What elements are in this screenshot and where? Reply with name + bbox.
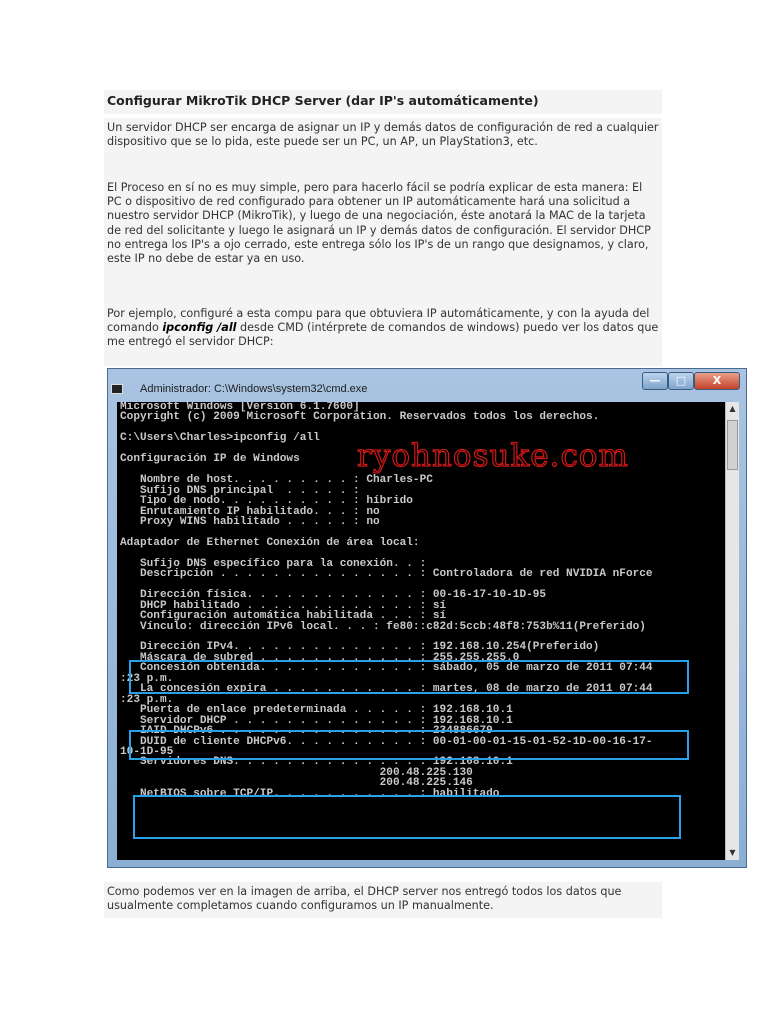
watermark-text: ryohnosuke.com: [357, 438, 629, 474]
paragraph-example: [104, 307, 662, 350]
highlight-dns-box: [133, 795, 681, 839]
footer-block: [104, 882, 662, 918]
maximize-button[interactable]: □: [668, 372, 694, 390]
minimize-button[interactable]: —: [642, 372, 668, 390]
highlight-ipv4-box: [129, 660, 689, 694]
console-text: Microsoft Windows [Versión 6.1.7600] Copyright (c) 2009 Microsoft Corporation. Reservados todos los derechos. C:\Users\Charles>ipconfig /all Configuración IP de Windows Nombre de host. . . . . . . . . : Charles-PC Sufijo DNS principal . . . . . : Tipo de nodo. . . . . . . . . . : híbrido Enrutamiento IP habilitado. . . : no Proxy WINS habilitado . . . . . : no Adaptador de Ethernet Conexión de área local: Sufijo DNS específico para la conexión. . : Descripción . . . . . . . . . . . . . . . : Controladora de red NVIDIA nForce Dirección física. . . . . . . . . . . . . : 00-16-17-10-1D-95 DHCP habilitado . . . . . . . . . . . . . : sí Configuración automática habilitada . . . : sí Vínculo: dirección IPv6 local. . . : fe80::c82d:5ccb:48f8:753b%11(Preferido) Dirección IPv4. . . . . . . . . . . . . . : 192.168.10.254(Preferido) Máscara de subred . . . . . . . . . . . . : 255.255.255.0 Concesión obtenida. . . . . . . . . . . . : sábado, 05 de marzo de 2011 07:44 :23 p.m. La concesión expira . . . . . . . . . . . : martes, 08 de marzo de 2011 07:44 :23 p.m. Puerta de enlace predeterminada . . . . . : 192.168.10.1 Servidor DHCP . . . . . . . . . . . . . . : 192.168.10.1 IAID DHCPv6 . . . . . . . . . . . . . . . : 234886679 DUID de cliente DHCPv6. . . . . . . . . . : 00-01-00-01-15-01-52-1D-00-16-17- 10-1D-95 Servidores DNS. . . . . . . . . . . . . . : 192.168.10.1 200.48.225.130 200.48.225.146 NetBIOS sobre TCP/IP. . . . . . . . . . . : habilitado: [120, 402, 653, 800]
cmd-screenshot-window: [107, 368, 747, 868]
paragraph-intro: Un servidor DHCP ser encarga de asignar un IP y demás datos de configuración de red a cualquier dispositivo que se lo pida, este puede ser un PC, un AP, un PlayStation3, etc.: [107, 121, 659, 149]
paragraph-process: El Proceso en sí no es muy simple, pero para hacerlo fácil se podría explicar de esta manera: El PC o dispositivo de red configurado para obtener un IP automáticamente hará una solicitud a nuestro servidor DHCP (MikroTik), y luego de una negociación, éste anotará la MAC de la tarjeta de red del solicitante y luego le asignará un IP y demás datos de configuración. El servidor DHCP no entrega los IP's a ojo cerrado, este entrega sólo los IP's de un rango que designamos, y claro, este IP no debe de estar ya en uso.: [107, 181, 651, 266]
scroll-thumb[interactable]: [727, 420, 738, 470]
paragraph-example-text-a: Por ejemplo, configuré a esta compu para que obtuviera IP automáticamente, y con la ayuda del comando: [107, 307, 650, 335]
command-name: ipconfig /all: [162, 321, 237, 335]
paragraph-example-text-b: desde CMD (intérprete de comandos de windows) puedo ver los datos que me entregó el servidor DHCP:: [107, 321, 659, 349]
footer-paragraph: Como podemos ver en la imagen de arriba, el DHCP server nos entregó todos los datos que usualmente completamos cuando configuramos un IP manualmente.: [107, 885, 622, 913]
console-output-area: [117, 402, 725, 860]
highlight-gateway-box: [129, 730, 689, 760]
article-title: Configurar MikroTik DHCP Server (dar IP's automáticamente): [107, 93, 539, 108]
article-body: [104, 118, 662, 366]
window-title: Administrador: C:\Windows\system32\cmd.exe: [140, 383, 368, 395]
title-block: [104, 90, 662, 114]
console-scrollbar[interactable]: [725, 402, 739, 860]
scroll-up-icon[interactable]: ▲: [729, 404, 736, 413]
close-button[interactable]: X: [694, 372, 740, 390]
scroll-down-icon[interactable]: ▼: [729, 848, 736, 857]
